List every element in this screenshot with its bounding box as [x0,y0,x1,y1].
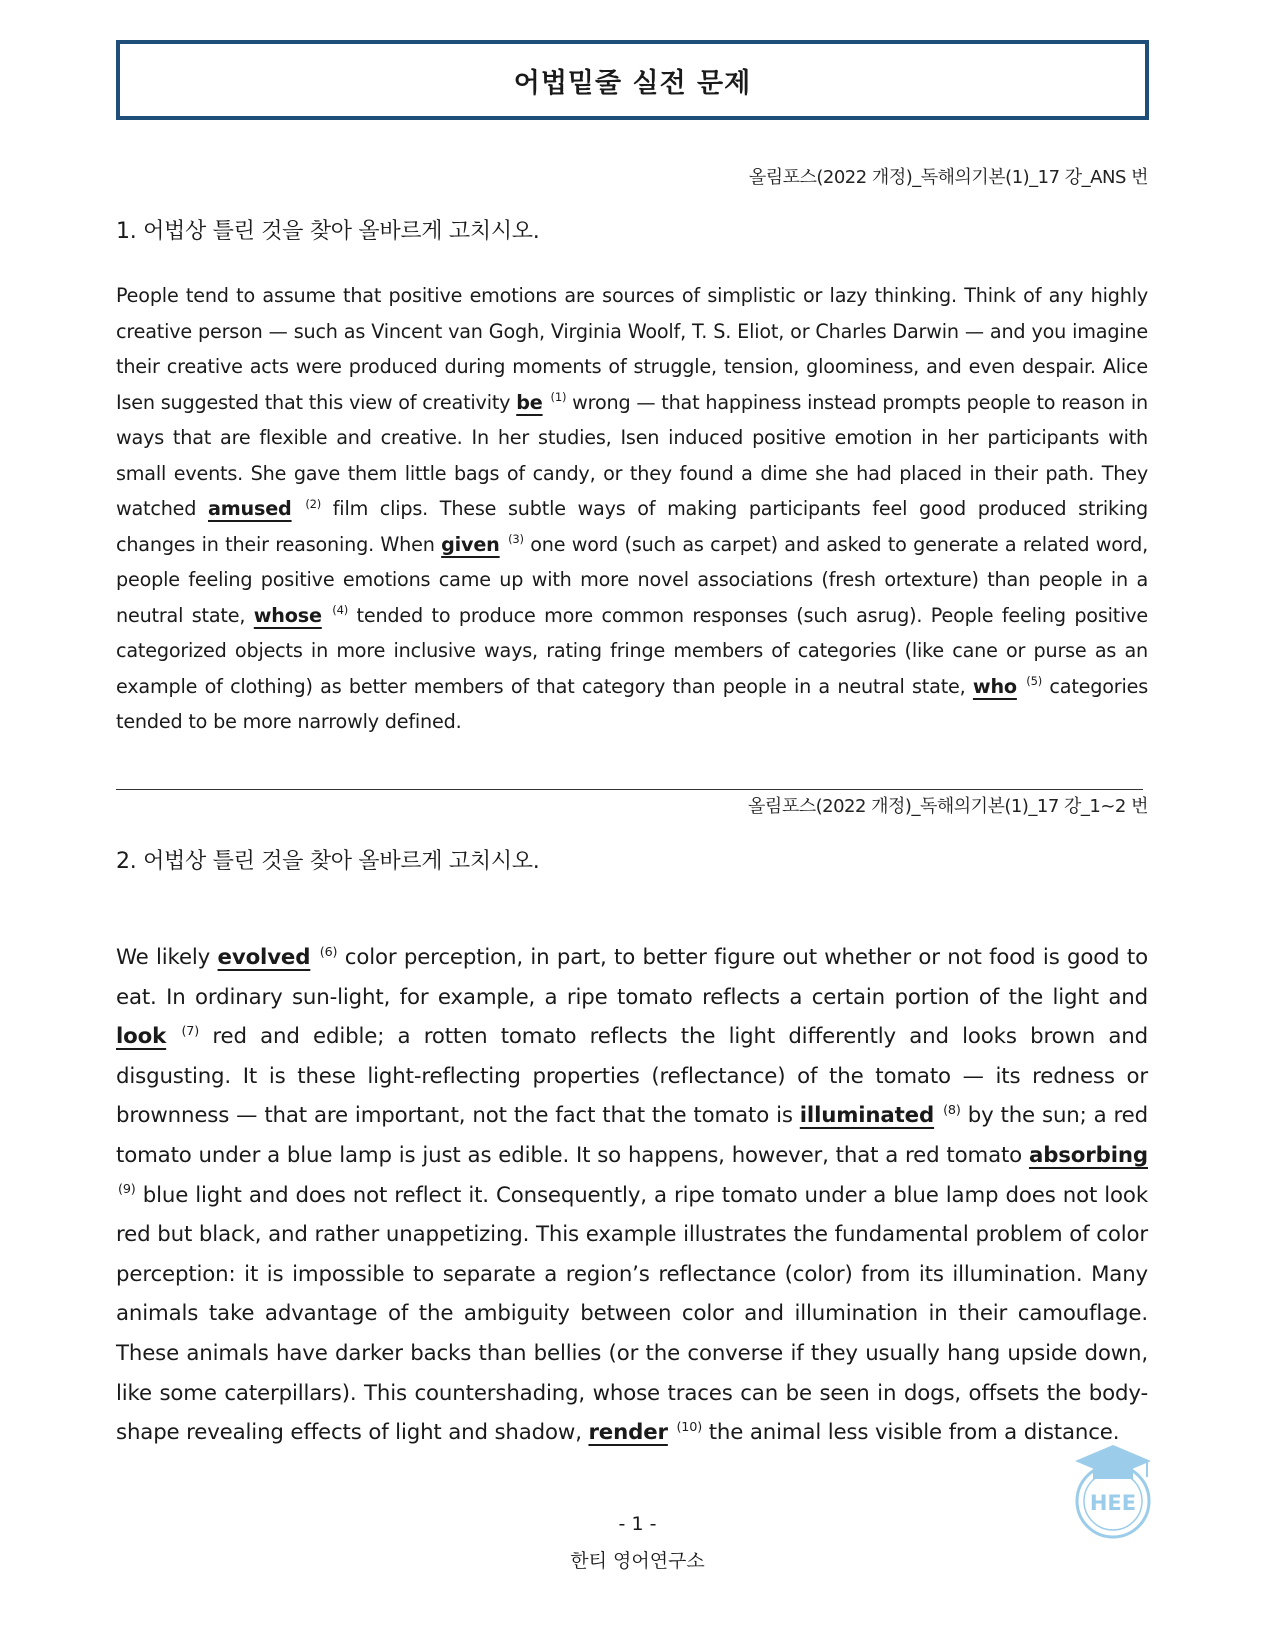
underlined-word: given [441,532,500,556]
passage-text: wrong — that happiness instead prompts people to reason in ways that are flexible and creative. In her studies, Isen induced positive emotion in her participants with small events. She gave them little bags of candy, or they found a dime she had placed in their path. They watched [116,390,1148,520]
passage-text: red and edible; a rotten tomato reflects the light differently and looks brown and disgusting. It is these light-reflecting properties (reflectance) of the tomato — its redness or brownness — that are important, not the fact that the tomato is [116,1024,1149,1129]
q1-passage [116,278,1148,740]
passage-text: the animal less visible from a distance. [702,1420,1120,1446]
underlined-word: who [972,674,1017,698]
passage-text: film clips. These subtle ways of making participants feel good produced striking changes in their reasoning. When [116,497,1149,556]
underlined-word: illuminated [799,1103,935,1129]
question-number: (1) [550,390,567,405]
passage-text: color perception, in part, to better figure out whether or not food is good to eat. In ordinary sun-light, for example, a ripe tomato reflects a certain portion of the light and [116,945,1149,1010]
passage-text: categories tended to be more narrowly defined. [116,674,1148,733]
passage-text: blue light and does not reflect it. Consequently, a ripe tomato under a blue lamp does not look red but black, and rather unappetizing. This example illustrates the fundamental problem of color perception: it is impossible to separate a region’s reflectance (color) from its illumination. Many animals take advantage of the ambiguity between color and illumination in their camouflage. These animals have darker backs than bellies (or the converse if they usually hang upside down, like some caterpillars). This countershading, whose traces can be seen in dogs, offsets the body-shape revealing effects of light and shadow, [116,1182,1148,1446]
passage-text: tended to produce more common responses (such asrug). People feeling positive categorized objects in more inclusive ways, rating fringe members of categories (like cane or purse as an example of clothing) as better members of that category than people in a neutral state, [116,603,1148,698]
divider [116,789,1143,790]
page-title: 어법밑줄 실전 문제 [513,67,752,99]
q2-source: 올림포스(2022 개정)_독해의기본(1)_17 강_1~2 번 [748,796,1148,817]
q2-prompt: 2. 어법상 틀린 것을 찾아 올바르게 고치시오. [116,849,540,874]
question-number: (8) [943,1103,961,1119]
question-number: (6) [319,944,338,960]
page-number: - 1 - [618,1513,657,1535]
passage-text: We likely [116,945,218,970]
question-number: (9) [118,1182,136,1198]
q1-source: 올림포스(2022 개정)_독해의기본(1)_17 강_ANS 번 [748,167,1148,188]
passage-text: People tend to assume that positive emotions are sources of simplistic or lazy thinking. Think of any highly creative person — such as Vincent van Gogh, Virginia Woolf, T. S. Eliot, or Charles Darwin — and you imagine their creative acts were produced during moments of struggle, tension, gloominess, and even despair. Alice Isen suggested that this view of creativity [116,284,1148,414]
passage-text: one word (such as carpet) and asked to generate a related word, people feeling positive emotions came up with more novel associations (fresh ortexture) than people in a neutral state, [116,532,1148,627]
q2-passage [116,938,1148,1453]
underlined-word: evolved [217,945,311,970]
underlined-word: absorbing [1028,1142,1148,1168]
question-number: (5) [1026,674,1043,689]
underlined-word: be [516,390,543,414]
question-number: (7) [181,1024,200,1040]
question-number: (2) [305,496,322,511]
title-box [116,40,1149,120]
passage-text: by the sun; a red tomato under a blue lamp is just as edible. It so happens, however, that a red tomato [116,1103,1149,1168]
question-number: (10) [676,1420,703,1436]
logo-cap-base [1093,1465,1133,1479]
question-number: (4) [332,603,349,618]
q1-prompt: 1. 어법상 틀린 것을 찾아 올바르게 고치시오. [116,219,540,244]
question-number: (3) [508,532,524,547]
footer-org: 한티 영어연구소 [570,1550,705,1572]
logo-text: HEE [1089,1491,1137,1515]
underlined-word: whose [253,603,322,627]
underlined-word: look [116,1024,167,1050]
underlined-word: amused [208,497,292,520]
underlined-word: render [588,1420,668,1446]
